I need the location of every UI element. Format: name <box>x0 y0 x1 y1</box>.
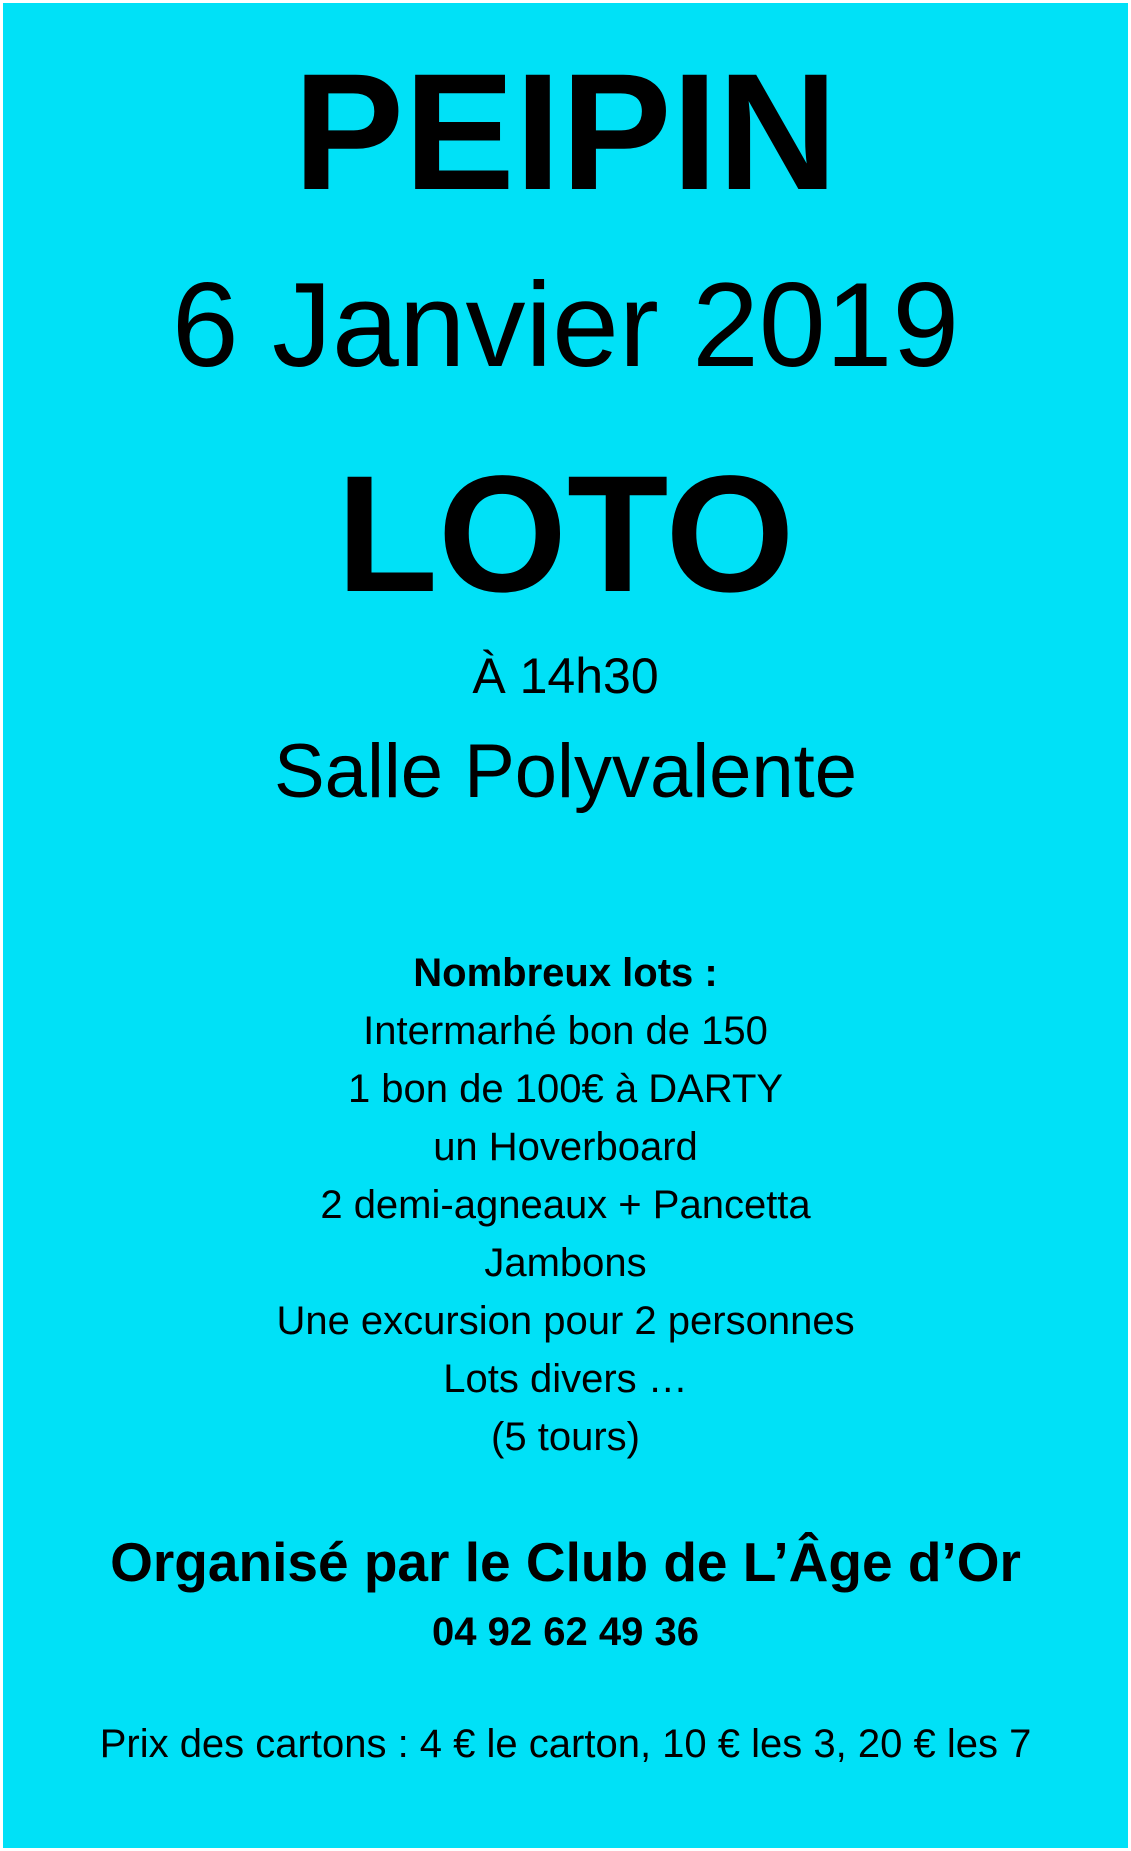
prize-item: un Hoverboard <box>433 1125 698 1169</box>
town-title: PEIPIN <box>293 40 838 225</box>
organizer-line: Organisé par le Club de L’Âge d’Or <box>110 1531 1021 1593</box>
event-venue: Salle Polyvalente <box>273 729 858 814</box>
prize-item: Jambons <box>484 1241 647 1285</box>
event-title: LOTO <box>336 442 795 627</box>
prize-item: 1 bon de 100€ à DARTY <box>347 1067 784 1111</box>
event-time: À 14h30 <box>472 648 659 704</box>
phone-number: 04 92 62 49 36 <box>432 1610 699 1654</box>
prize-item: Une excursion pour 2 personnes <box>276 1299 855 1343</box>
prize-item: Intermarhé bon de 150 <box>363 1009 768 1053</box>
prize-item: (5 tours) <box>491 1415 640 1459</box>
pricing-line: Prix des cartons : 4 € le carton, 10 € les 3, 20 € les 7 <box>99 1722 1032 1766</box>
prize-item: Lots divers … <box>443 1357 688 1401</box>
prizes-heading: Nombreux lots : <box>413 951 718 995</box>
prize-item: 2 demi-agneaux + Pancetta <box>320 1183 811 1227</box>
event-date: 6 Janvier 2019 <box>171 258 960 392</box>
